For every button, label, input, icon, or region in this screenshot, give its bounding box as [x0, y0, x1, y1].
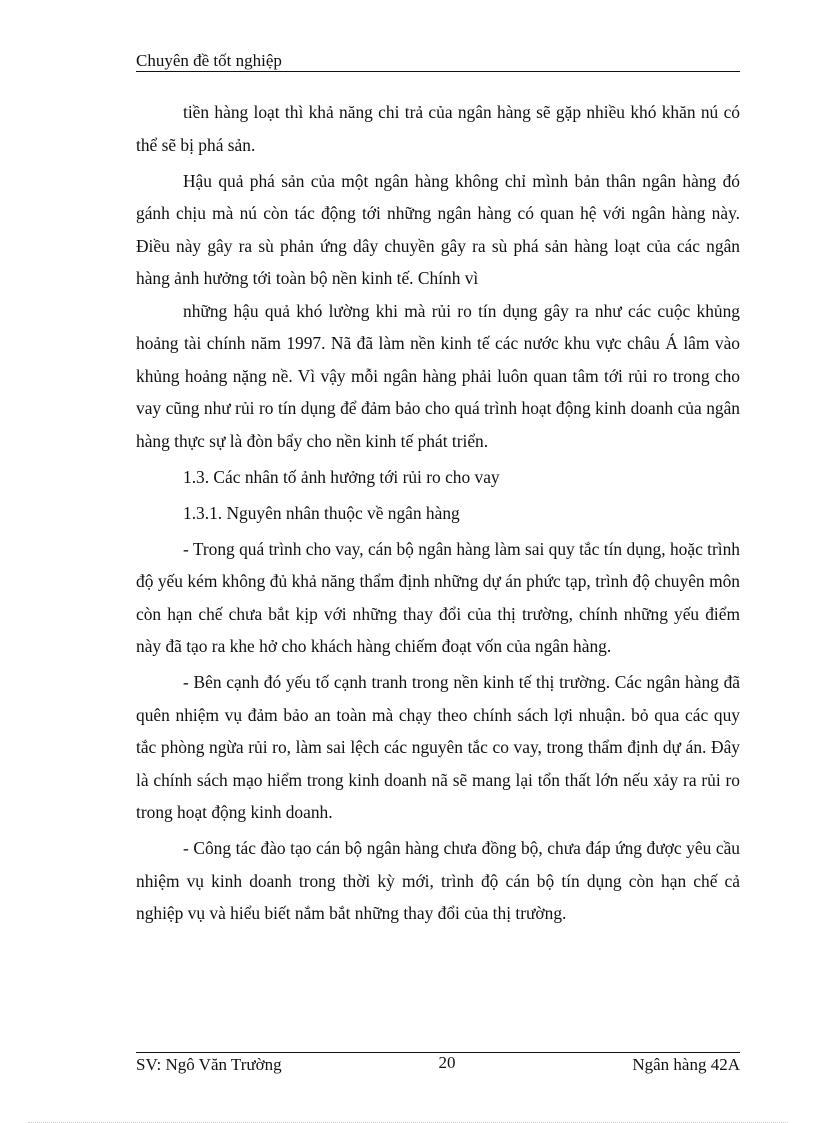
document-body — [136, 96, 740, 933]
body-paragraph: - Trong quá trình cho vay, cán bộ ngân hàng làm sai quy tắc tín dụng, hoặc trình độ yếu kém không đủ khả năng thẩm định những dự án phức tạp, trình độ chuyên môn còn hạn chế chưa bắt kịp với những thay đổi của thị trường, chính những yếu điểm này đã tạo ra khe hở cho khách hàng chiếm đoạt vốn của ngân hàng. — [136, 538, 740, 656]
footer-student-name: SV: Ngô Văn Trường — [136, 1055, 282, 1074]
body-paragraph: - Công tác đào tạo cán bộ ngân hàng chưa đồng bộ, chưa đáp ứng được yêu cầu nhiệm vụ kinh doanh trong thời kỳ mới, trình độ cán bộ tín dụng còn hạn chế cả nghiệp vụ và hiểu biết nắm bắt những thay đổi của thị trường. — [136, 838, 740, 923]
page-header-title: Chuyên đề tốt nghiệp — [136, 51, 282, 70]
body-paragraph: tiền hàng loạt thì khả năng chi trả của ngân hàng sẽ gặp nhiều khó khăn nú có thể sẽ bị phá sản. — [136, 102, 740, 155]
footer-page-number: 20 — [438, 1053, 456, 1072]
subsection-heading: 1.3.1. Nguyên nhân thuộc về ngân hàng — [183, 502, 460, 523]
body-paragraph: - Bên cạnh đó yếu tố cạnh tranh trong nền kinh tế thị trường. Các ngân hàng đã quên nhiệm vụ đảm bảo an toàn mà chạy theo chính sách lợi nhuận. bỏ qua các quy tắc phòng ngừa rủi ro, làm sai lệch các nguyên tắc co vay, trong thẩm định dự án. Đây là chính sách mạo hiểm trong kinh doanh nã sẽ mang lại tổn thất lớn nếu xảy ra rủi ro trong hoạt động kinh doanh. — [136, 672, 740, 822]
section-heading: 1.3. Các nhân tố ảnh hưởng tới rủi ro cho vay — [183, 466, 500, 487]
body-paragraph: những hậu quả khó lường khi mà rủi ro tín dụng gây ra như các cuộc khủng hoảng tài chính năm 1997. Nã đã làm nền kinh tế các nước khu vực châu Á lâm vào khủng hoảng nặng nề. Vì vậy mỗi ngân hàng phải luôn quan tâm tới rủi ro trong cho vay cũng như rủi ro tín dụng để đảm bảo cho quá trình hoạt động kinh doanh của ngân hàng thực sự là đòn bẩy cho nền kinh tế phát triển. — [136, 300, 740, 451]
footer-class-name: Ngân hàng 42A — [632, 1055, 740, 1074]
header-divider — [136, 71, 740, 72]
body-paragraph: Hậu quả phá sản của một ngân hàng không chỉ mình bản thân ngân hàng đó gánh chịu mà nú còn tác động tới những ngân hàng có quan hệ với ngân hàng này. Điều này gây ra sù phản ứng dây chuyền gây ra sù phá sản hàng loạt của các ngân hàng ảnh hưởng tới toàn bộ nền kinh tế. Chính vì — [136, 170, 740, 288]
